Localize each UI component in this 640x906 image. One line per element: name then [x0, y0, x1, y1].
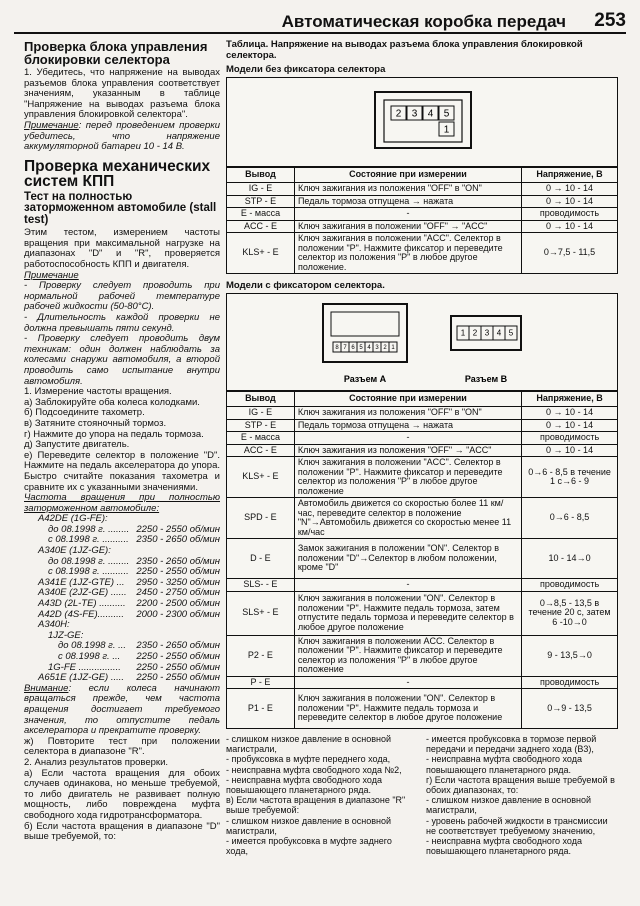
- table-cell-pin: SLS- - E: [227, 579, 295, 592]
- table-cell-pin: P1 - E: [227, 689, 295, 729]
- table-row: [227, 689, 618, 729]
- table-cell-condition: Педаль тормоза отпущена → нажата: [294, 195, 521, 208]
- table-cell-voltage: проводимость: [522, 579, 618, 592]
- connector-2-drawing: [227, 294, 617, 388]
- connector-1-pin-number: 3: [411, 108, 418, 120]
- rpm-value: 2250 - 2550 об/мин: [136, 651, 220, 662]
- table-row: [227, 183, 618, 196]
- connector-b-pin-number: 2: [472, 328, 478, 338]
- connector-a-body: [323, 304, 407, 362]
- connector-a-pin-number: 3: [375, 345, 379, 351]
- col-header-pin: Вывод: [227, 392, 295, 407]
- note: [24, 121, 220, 153]
- table-cell-voltage: 0→6 - 8,5 в течение 1 с→6 - 9: [522, 457, 618, 498]
- table-cell-voltage: 0 → 10 - 14: [522, 419, 618, 432]
- rpm-row: [24, 652, 220, 663]
- table-cell-condition: Ключ зажигания в положении ACC. Селектор в положении "Р". Нажмите фиксатор и переведите селектор из положения "Р" в любое другое положение: [294, 635, 521, 676]
- table-cell-voltage: проводимость: [522, 676, 618, 689]
- warning-text: : если колеса начинают вращаться прежде, чем частота вращения достигает требуемого значения, то отпустите педаль акселератора и прекратите проверку.: [24, 682, 220, 737]
- left-column: [24, 40, 220, 843]
- rpm-value: 2350 - 2650 об/мин: [136, 534, 220, 546]
- rpm-value: 2350 - 2650 об/мин: [136, 555, 220, 567]
- table-row: [227, 407, 618, 420]
- table-cell-condition: Ключ зажигания в положении "ON". Селектор в положении "Р". Нажмите педаль тормоза, затем отпустите педаль тормоза и переведите селектор в любое другое положение: [294, 591, 521, 635]
- connector-a-pin-number: 7: [343, 345, 347, 351]
- col-header-voltage: Напряжение, В: [522, 392, 618, 407]
- col-header-condition: Состояние при измерении: [294, 168, 521, 183]
- table-cell-condition: Ключ зажигания в положении "ON". Селектор в положении "Р". Нажмите педаль тормоза и переведите селектор в любое другое положение: [294, 689, 521, 729]
- bottom-column-2: - имеется пробуксовка в тормозе первой передачи и передачи заднего хода (B3), - неисправна муфта свободного хода повышающего планетарного ряда. г) Если частота вращения выше требуемой в обоих диапазонах, то: - слишком низкое давление в основной магистрали, - уровень рабочей жидкости в трансмиссии не соответствует требуемому значению, - неисправна муфта свободного хода повышающего планетарного ряда.: [426, 734, 615, 857]
- note-label: Примечание: [24, 119, 79, 131]
- connector-b-label: Разъем В: [464, 374, 508, 384]
- table-cell-condition: Ключ зажигания в положении "ACC". Селектор в положении "Р". Нажмите фиксатор и переведите селектор из положения "Р" в любое другое положение: [294, 457, 521, 498]
- connector-1-pin-number: 2: [395, 108, 402, 120]
- note-text: : перед проведением проверки убедитесь, что напряжение аккумуляторной батареи 10 - 14 В.: [24, 119, 220, 153]
- table-cell-voltage: 0→7,5 - 11,5: [522, 233, 618, 274]
- table-cell-pin: KLS+ - E: [227, 457, 295, 498]
- note-item: - Проверку следует проводить при нормальной рабочей температуре рабочей жидкости (50-80°C).: [24, 280, 220, 313]
- rpm-title: Частота вращения при полностью заторможенном автомобиле:: [24, 492, 220, 514]
- table-cell-condition: Ключ зажигания в положении "ACC". Селектор в положении "Р". Нажмите фиксатор и переведите селектор из положения "Р" в любое другое положение.: [294, 233, 521, 274]
- table-row: [227, 635, 618, 676]
- rpm-value: 2250 - 2550 об/мин: [136, 566, 220, 578]
- table-cell-pin: E - масса: [227, 208, 295, 221]
- notes-label: Примечание: [24, 269, 79, 281]
- table-cell-condition: -: [294, 676, 521, 689]
- table-cell-pin: SLS+ - E: [227, 591, 295, 635]
- table-cell-condition: Ключ зажигания в положении "OFF" → "ACC": [294, 220, 521, 233]
- connector-b-pin-number: 1: [460, 328, 466, 338]
- rpm-value: 2950 - 3250 об/мин: [136, 576, 220, 588]
- table-cell-pin: D - E: [227, 539, 295, 579]
- rpm-model: A42DE (1G-FE):: [38, 513, 108, 525]
- table-cell-pin: KLS+ - E: [227, 233, 295, 274]
- table-cell-pin: STP - E: [227, 419, 295, 432]
- rpm-model: до 08.1998 г. ........: [48, 555, 130, 567]
- voltage-table-2: [226, 391, 618, 729]
- rpm-value: 2250 - 2550 об/мин: [136, 661, 220, 673]
- rpm-model: до 08.1998 г. ...: [58, 640, 127, 652]
- table-row: [227, 591, 618, 635]
- table-row: [227, 444, 618, 457]
- rpm-model: A341E (1JZ-GTE) ...: [38, 576, 125, 588]
- rpm-model: до 08.1998 г. ........: [48, 523, 130, 535]
- warning-label: Внимание: [24, 682, 69, 694]
- rpm-model: A340H:: [38, 619, 70, 631]
- connector-a-pin-number: 1: [391, 345, 395, 351]
- connector-a-pin-number: 8: [335, 345, 339, 351]
- table-cell-condition: Ключ зажигания из положения "OFF" в "ON": [294, 183, 521, 196]
- table-cell-pin: P - E: [227, 676, 295, 689]
- table-cell-pin: E - масса: [227, 432, 295, 445]
- rpm-value: 2250 - 2550 об/мин: [136, 523, 220, 535]
- note-item: - Проверку следует проводить двум техникам: один должен наблюдать за колесами снаружи автомобиля, а второй проводить само испытание внутри автомобиля.: [24, 333, 220, 387]
- chapter-title: Автоматическая коробка передач: [281, 12, 566, 31]
- connector-b-pin-number: 3: [484, 328, 490, 338]
- model-title-lock: Модели с фиксатором селектора.: [226, 280, 385, 291]
- rpm-model: A42D (4S-FE)..........: [38, 608, 125, 620]
- rpm-value: 2200 - 2500 об/мин: [136, 598, 220, 610]
- table-cell-voltage: 0 → 10 - 14: [522, 183, 618, 196]
- connector-a-pin-number: 6: [351, 345, 355, 351]
- table-cell-condition: -: [294, 579, 521, 592]
- connector-b-pin-number: 5: [508, 328, 514, 338]
- table-cell-pin: ACC - E: [227, 220, 295, 233]
- table-cell-pin: IG - E: [227, 407, 295, 420]
- step: ж) Повторите тест при положении селектора в диапазоне "R".: [24, 735, 220, 758]
- col-header-condition: Состояние при измерении: [294, 392, 521, 407]
- table-cell-voltage: 0 → 10 - 14: [522, 195, 618, 208]
- model-title-no-lock: Модели без фиксатора селектора: [226, 64, 386, 75]
- table-row: [227, 498, 618, 539]
- connector-diagram-2: [226, 293, 618, 391]
- warning: [24, 684, 220, 737]
- step: б) Если частота вращения в диапазоне "D" выше требуемой, то:: [24, 820, 220, 843]
- col-header-pin: Вывод: [227, 168, 295, 183]
- table-cell-voltage: 0→8,5 - 13,5 в течение 20 с, затем 6 -10→0: [522, 591, 618, 635]
- rpm-list: [24, 514, 220, 684]
- right-column: [226, 40, 618, 729]
- connector-a-label: Разъем А: [343, 374, 387, 384]
- table-cell-pin: IG - E: [227, 183, 295, 196]
- table-cell-voltage: 0 → 10 - 14: [522, 444, 618, 457]
- table-cell-voltage: проводимость: [522, 432, 618, 445]
- step: б) Подсоедините тахометр.: [24, 407, 145, 419]
- connector-a-pin-number: 4: [367, 345, 371, 351]
- table-row: [227, 432, 618, 445]
- rpm-model: A651E (1JZ-GE) .....: [38, 672, 125, 684]
- rpm-model: A340E (1JZ-GE):: [38, 545, 111, 557]
- table-cell-condition: Педаль тормоза отпущена → нажата: [294, 419, 521, 432]
- table-cell-pin: SPD - E: [227, 498, 295, 539]
- table-row: [227, 220, 618, 233]
- bottom-column-1: - слишком низкое давление в основной магистрали, - пробуксовка в муфте переднего хода, - неисправна муфта свободного хода №2, - неисправна муфта свободного хода повышающего планетарного ряда. в) Если частота вращения в диапазоне "R" выше требуемой: - слишком низкое давление в основной магистрали, - имеется пробуксовка в муфте заднего хода,: [226, 734, 406, 857]
- col-header-voltage: Напряжение, В: [522, 168, 618, 183]
- connector-a-pin-number: 2: [383, 345, 387, 351]
- table-row: [227, 233, 618, 274]
- step: а) Заблокируйте оба колеса колодками.: [24, 396, 200, 408]
- table-cell-condition: -: [294, 432, 521, 445]
- connector-1-pin-number: 4: [427, 108, 434, 120]
- table-cell-pin: STP - E: [227, 195, 295, 208]
- table-row: [227, 195, 618, 208]
- table-cell-voltage: 9 - 13,5→0: [522, 635, 618, 676]
- note-item: - Длительность каждой проверки не должна превышать пяти секунд.: [24, 312, 220, 334]
- table-row: [227, 539, 618, 579]
- page-number: 253: [594, 10, 626, 31]
- table-title: Таблица. Напряжение на выводах разъема блока управления блокировкой селектора.: [226, 39, 583, 61]
- table-cell-voltage: 0 → 10 - 14: [522, 220, 618, 233]
- table-cell-voltage: 0 → 10 - 14: [522, 407, 618, 420]
- table-row: [227, 457, 618, 498]
- table-cell-condition: Ключ зажигания из положения "OFF" → "ACC": [294, 444, 521, 457]
- table-row: [227, 676, 618, 689]
- rpm-value: 2000 - 2300 об/мин: [136, 608, 220, 620]
- connector-a-pin-number: 5: [359, 345, 363, 351]
- table-cell-condition: Ключ зажигания из положения "OFF" в "ON": [294, 407, 521, 420]
- table-cell-voltage: 0→6 - 8,5: [522, 498, 618, 539]
- section-title-selector-unit: Проверка блока управления блокировки селектора: [24, 39, 208, 67]
- table-cell-condition: -: [294, 208, 521, 221]
- step: д) Запустите двигатель.: [24, 439, 130, 451]
- table-cell-condition: Замок зажигания в положении "ON". Селектор в положении "D"→Селектор в любом положении, кроме "D": [294, 539, 521, 579]
- table-row: [227, 579, 618, 592]
- table-cell-voltage: 10 - 14→0: [522, 539, 618, 579]
- rpm-model: с 08.1998 г. ..........: [48, 534, 129, 546]
- connector-1-pin-number: 1: [443, 124, 450, 136]
- table-row: [227, 419, 618, 432]
- table-cell-voltage: проводимость: [522, 208, 618, 221]
- connector-1-drawing: [227, 78, 617, 164]
- subsection-title-stall-test: Тест на полностью заторможенном автомобиле (stall test): [24, 190, 217, 226]
- step: г) Нажмите до упора на педаль тормоза.: [24, 428, 204, 440]
- voltage-table-1: [226, 167, 618, 274]
- rpm-model: с 08.1998 г. ...: [58, 651, 121, 662]
- step: е) Переведите селектор в положение "D". Нажмите на педаль акселератора до упора. Быстро считайте показания тахометра и сравните их с указанными значениями.: [24, 449, 220, 493]
- rpm-model: A340E (2JZ-GE) ......: [38, 587, 127, 599]
- step: а) Если частота вращения для обоих случаев одинакова, но меньше требуемой, то либо двигатель не развивает полную мощность, либо повреждена муфта свободного хода гидротрансформатора.: [24, 767, 220, 821]
- rpm-model: 1JZ-GE:: [48, 629, 84, 641]
- rpm-value: 2450 - 2750 об/мин: [136, 587, 220, 599]
- connector-b-pin-number: 4: [496, 328, 502, 338]
- step: 1. Измерение частоты вращения.: [24, 386, 172, 398]
- rpm-value: 2250 - 2550 об/мин: [136, 672, 220, 684]
- step: в) Затяните стояночный тормоз.: [24, 417, 167, 429]
- paragraph: 1. Убедитесь, что напряжение на выводах разъемов блока управления соответствует значениям, указанным в таблице "Напряжение на выводах разъема блока управления блокировкой селектора".: [24, 67, 220, 121]
- rpm-model: 1G-FE ................: [48, 661, 121, 673]
- connector-a-upper: [331, 312, 399, 336]
- rpm-model: с 08.1998 г. ..........: [48, 566, 129, 578]
- table-cell-pin: ACC - E: [227, 444, 295, 457]
- step: 2. Анализ результатов проверки.: [24, 756, 169, 768]
- table-cell-pin: P2 - E: [227, 635, 295, 676]
- paragraph: Этим тестом, измерением частоты вращения при максимальной нагрузке на диапазонах "D" и "R", проверяется работоспособность КПП и двигателя.: [24, 227, 220, 271]
- page-header: [14, 10, 626, 34]
- connector-1-pin-number: 5: [443, 108, 450, 120]
- rpm-model: A43D (2L-TE) ..........: [38, 598, 126, 610]
- table-cell-voltage: 0→9 - 13,5: [522, 689, 618, 729]
- connector-diagram-1: [226, 77, 618, 167]
- rpm-value: 2350 - 2650 об/мин: [136, 640, 220, 652]
- table-cell-condition: Автомобиль движется со скоростью более 11 км/час, переведите селектор в положение "N"→Автомобиль движется со скоростью менее 11 км/час: [294, 498, 521, 539]
- table-row: [227, 208, 618, 221]
- section-title-mechanical: Проверка механических систем КПП: [24, 157, 211, 190]
